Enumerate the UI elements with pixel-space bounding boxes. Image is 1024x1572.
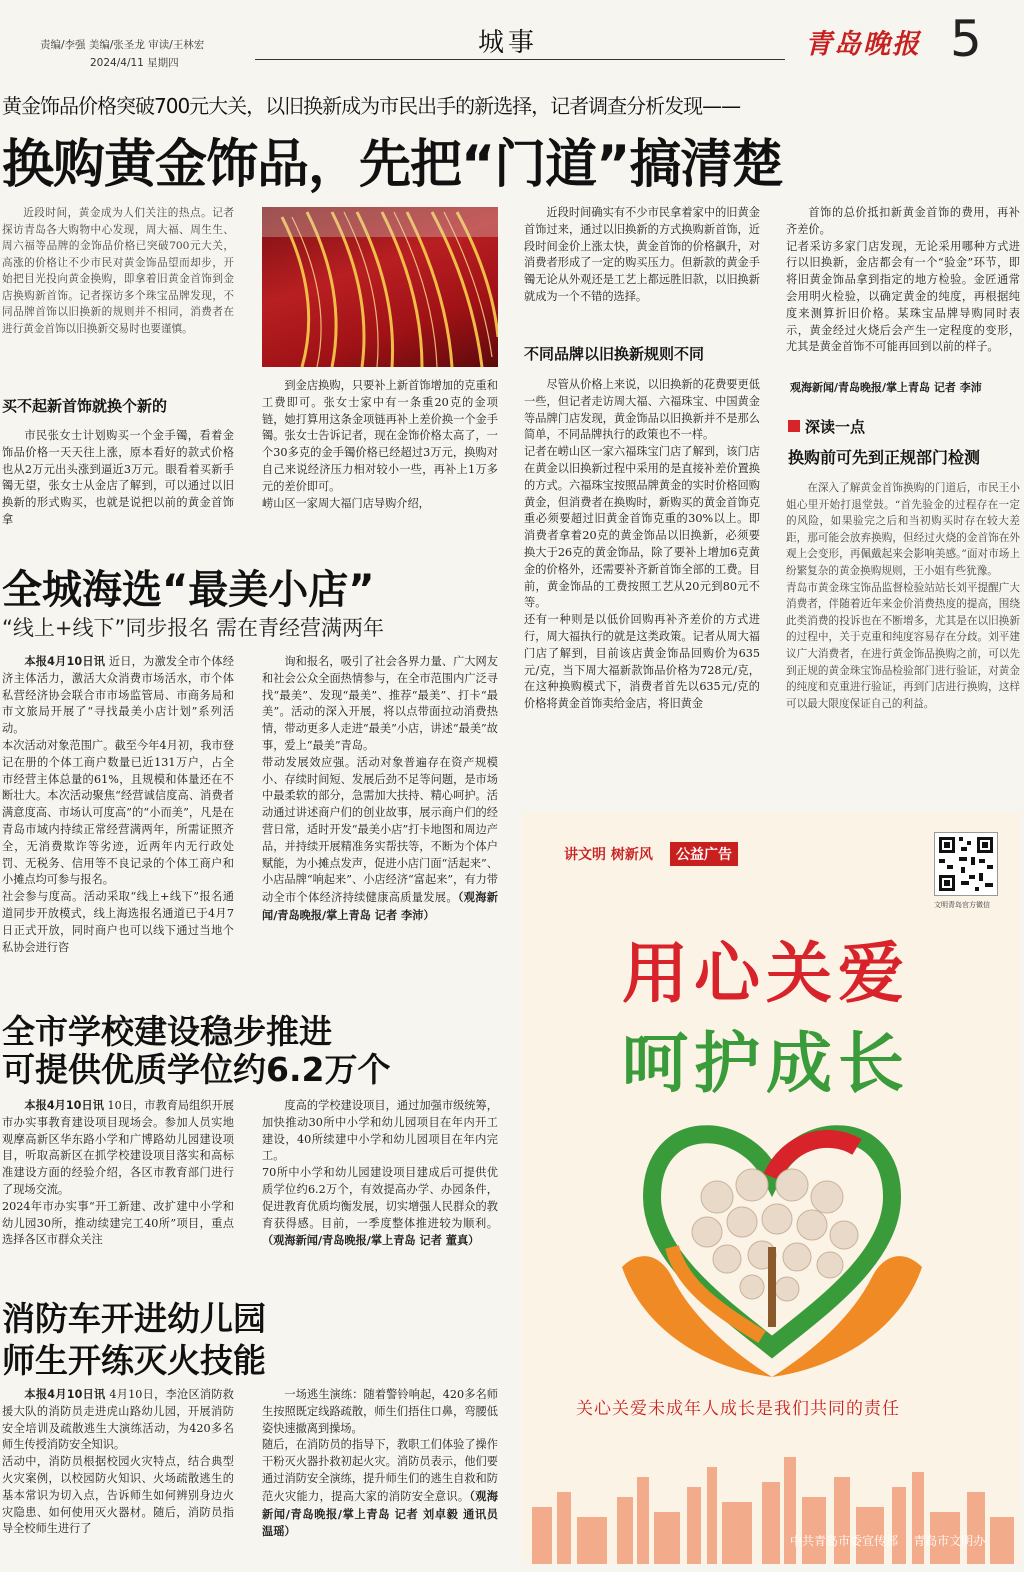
section-name: 城事 — [478, 28, 539, 58]
story3-col2: 度高的学校建设项目，通过加强市级统筹，加快推动30所中小学和幼儿园项目在年内开工建设，40所续建中小学和幼儿园项目在年内完工。 70所中小学和幼儿园建设项目建成后可提供优质学位约6.2万个，有效提高办学、办园条件，促进教育优质均衡发展，切实增强人民群众的教育获得感。目前，一季度整体推进较为顺利。（观海新闻/青岛晚报/掌上青岛 记者 董真） — [262, 1099, 498, 1248]
story4-headline-1: 消防车开进幼儿园 — [2, 1299, 266, 1338]
story2-subhead: “线上+线下”同步报名 需在青经营满两年 — [2, 616, 385, 640]
story2-col2: 询和报名，吸引了社会各界力量、广大网友和社会公众全面热情参与，在全市范围内广泛寻找“最美”、发现“最美”、推荐“最美”、打卡“最美”。活动的深入开展，将以点带面拉动消费热情，带动更多人走进“最美”小店，讲述“最美”故事，爱上“最美”青岛。 带动发展效应强。活动对象普遍存在资产规模小、存续时间短、发展后劲不足等问题，是市场中最柔软的部分，急需加大扶持、精心呵护。活动通过讲述商户们的创业故事，展示商户们的经营日常，适时开发“最美小店”打卡地图和周边产品，并持续开展精准务实帮扶等，不断为个体户赋能，为小摊点发声，促进小店门面“活起来”、小店品牌“响起来”、小店经济“富起来”，有力带动全市个体经济持续健康高质量发展。（观海新闻/青岛晚报/掌上青岛 记者 李沛） — [262, 655, 498, 922]
gold-jewelry-photo — [262, 207, 498, 367]
masthead-date: 2024/4/11 星期四 — [90, 57, 179, 69]
necklace-graphic — [262, 207, 498, 367]
story4-headline-2: 师生开练灭火技能 — [2, 1341, 266, 1380]
story2-dateline: 本报4月10日讯 — [24, 655, 106, 668]
heart-hands-illustration — [612, 1097, 932, 1387]
ad-slogan: 关心关爱未成年人成长是我们共同的责任 — [576, 1399, 900, 1419]
ad-title-line-2: 呵护成长 — [622, 1025, 910, 1102]
story3-dateline: 本报4月10日讯 — [24, 1099, 104, 1112]
story3-col1: 本报4月10日讯 10日，市教育局组织开展市办实事教育建设项目现场会。参加人员实地观摩高新区华东路小学和广博路幼儿园建设项目，听取高新区在抓学校建设项目落实和高标准建设方面的经验介绍，各区市教育部门进行了现场交流。 2024年市办实事“开工新建、改扩建中小学和幼儿园30所，推动续建完工40所”项目，重点选择各区市群众关注 — [2, 1099, 234, 1247]
ad-title-line-1: 用心关爱 — [622, 935, 910, 1012]
story1-col2: 到金店换购，只要补上新首饰增加的克重和工费即可。张女士家中有一条重20克的金项链，她打算用这条金项链再补上差价换一个金手镯。张女士告诉记者，现在金饰价格太高了，一个30多克的金手镯价格已经超过3万元，换购对自己来说经济压力相对较小一些，再补上1万多元的差价即可。 崂山区一家周大福门店导购介绍， — [262, 379, 498, 510]
deep-read-marker — [788, 420, 800, 432]
story1-subhead-2: 不同品牌以旧换新规则不同 — [524, 345, 705, 363]
story1-byline: 观海新闻/青岛晚报/掌上青岛 记者 李沛 — [790, 381, 982, 394]
story1-headline: 换购黄金饰品，先把“门道”搞清楚 — [2, 135, 783, 195]
page-number: 5 — [950, 10, 982, 68]
paper-logo: 青岛晚报 — [805, 29, 921, 60]
story4-byline: （观海新闻/青岛晚报/掌上青岛 记者 刘卓毅 通讯员 温瑶） — [262, 1488, 498, 1539]
story1-intro: 近段时间，黄金成为人们关注的热点。记者探访青岛各大购物中心发现，周大福、周生生、周六福等品牌的金饰品价格已突破700元大关，高涨的价格让不少市民对黄金饰品望而却步，开始把目光投向黄金换购，即拿着旧黄金首饰到金店换购新首饰。记者探访多个珠宝品牌发现，不同品牌首饰以旧换新的规则并不相同，消费者在进行黄金首饰以旧换新交易时也要谨慎。 — [2, 207, 234, 335]
story2-headline: 全城海选“最美小店” — [2, 567, 375, 613]
story2-byline: （观海新闻/青岛晚报/掌上青岛 记者 李沛） — [262, 890, 498, 922]
qr-caption: 文明青岛官方微信 — [934, 901, 990, 909]
story1-col4: 首饰的总价抵扣新黄金首饰的费用，再补齐差价。 记者采访多家门店发现，无论采用哪种方式进行以旧换新，金店都会有一个“验金”环节，即将旧黄金饰品拿到指定的地方检验。金匠通常会用明火检验，以确定黄金的纯度，再根据纯度来测算折旧价格。某珠宝品牌导购同时表示，黄金经过火烧后会产生一定程度的变形，尤其是黄金首饰不可能再回到以前的样子。 — [786, 206, 1020, 354]
section-rule — [255, 59, 785, 60]
story1-subhead-1: 买不起新首饰就换个新的 — [2, 397, 168, 415]
deep-read-title: 换购前可先到正规部门检测 — [788, 448, 981, 467]
qr-code — [934, 832, 998, 896]
story4-col2: 一场逃生演练：随着警铃响起，420多名师生按照既定线路疏散，师生们捂住口鼻，弯腰低姿快速撤离到操场。 随后，在消防员的指导下，教职工们体验了操作干粉灭火器扑救初起火灾。消防员表示，他们要通过消防安全演练，提升师生们的逃生自救和防范火灾能力，提高大家的消防安全意识。（观海新闻/青岛晚报/掌上青岛 记者 刘卓毅 通讯员 温瑶） — [262, 1388, 498, 1539]
qr-code-icon — [935, 833, 997, 895]
ad-tag-civility: 讲文明 树新风 — [564, 847, 653, 863]
story3-headline-1: 全市学校建设稳步推进 — [2, 1012, 332, 1051]
story4-dateline: 本报4月10日讯 — [24, 1388, 106, 1401]
story3-byline: （观海新闻/青岛晚报/掌上青岛 记者 董真） — [262, 1233, 480, 1248]
story3-headline-2: 可提供优质学位约6.2万个 — [2, 1050, 391, 1089]
story1-kicker: 黄金饰品价格突破700元大关，以旧换新成为市民出手的新选择，记者调查分析发现—— — [2, 94, 741, 118]
story4-col1: 本报4月10日讯 4月10日，李沧区消防救援大队的消防员走进虎山路幼儿园，开展消防安全培训及疏散逃生大演练活动，为420多名师生传授消防安全知识。 活动中，消防员根据校园火灾特点，结合典型火灾案例，以校园防火知识、火场疏散逃生的基本常识为切入点，告诉师生如何辨别身边火灾隐患、如何使用灭火器材。随后，消防员指导全校师生进行了 — [2, 1388, 234, 1536]
story1-col3b: 尽管从价格上来说，以旧换新的花费要更低一些，但记者走访周大福、六福珠宝、中国黄金等品牌门店发现，黄金饰品以旧换新并不是那么简单，不同品牌执行的政策也不一样。 记者在崂山区一家六福珠宝门店了解到，该门店在黄金以旧换新过程中采用的是直接补差价置换的方式。六福珠宝按照品牌黄金的实时价格回购黄金，但消费者在换购时，新购买的黄金首饰克重必须要超过旧黄金首饰克重的30%以上。即消费者拿着20克的黄金饰品以旧换新，必须要换大于26克的黄金饰品，除了要补上增加6克黄金的价格外，还需要补齐新首饰全部的工费。目前，黄金饰品的工费按照工艺从20元到80元不等。 还有一种则是以低价回购再补齐差价的方式进行，周大福执行的就是这类政策。记者从周大福门店了解到，目前该店黄金饰品回购价为635元/克，当下周大福新款饰品价格为728元/克，在这种换购模式下，消费者首先以635元/克的价格将黄金首饰卖给金店，将旧黄金 — [524, 378, 760, 711]
masthead-editors: 责编/李强 美编/张圣龙 审读/王林宏 — [40, 39, 205, 51]
ad-tag-psa: 公益广告 — [670, 842, 738, 866]
deep-read-body: 在深入了解黄金首饰换购的门道后，市民王小姐心里开始打退堂鼓。“首先验金的过程存在一定的风险，如果验完之后和当初购买时存在较大差距，那可能会放弃换购，但经过火烧的金首饰在外观上会变形，再佩戴起来会影响美感。”面对市场上纷繁复杂的黄金换购规则，王小姐有些犹豫。 青岛市黄金珠宝饰品监督检验站站长刘平提醒广大消费者，伴随着近年来金价消费热度的提高，围绕此类消费的投诉也在不断增多，尤其是在以旧换新的过程中，关于克重和纯度容易存在分歧。刘平建议广大消费者，在进行黄金饰品换购之前，可以先到正规的黄金珠宝饰品检验部门进行验证，对黄金的纯度和克重进行验证，再到门店进行换购，这样可以最大限度保证自己的利益。 — [786, 482, 1020, 710]
public-service-ad — [522, 812, 1020, 1564]
story1-col3a: 近段时间确实有不少市民拿着家中的旧黄金首饰过来，通过以旧换新的方式换购新首饰，近段时间金价上涨太快，黄金首饰的价格飙升，对消费者形成了一定的购买压力。但新款的黄金手镯无论从外观还是工艺上都远胜旧款，以旧换新就成为一个不错的选择。 — [524, 206, 760, 303]
deep-read-label: 深读一点 — [805, 418, 866, 436]
story2-col1: 本报4月10日讯 近日，为激发全市个体经济主体活力，激活大众消费市场活水，市个体私营经济协会联合市市场监管局、市商务局和市文旅局开展了“寻找最美小店计划”系列活动。 本次活动对象范围广。截至今年4月初，我市登记在册的个体工商户数量已近131万户，占全市经营主体总量的61%，且规模和体量还在不断壮大。本次活动聚焦“经营诚信度高、消费者满意度高、市场认可度高”的“小而美”，凡是在青岛市域内持续正常经营满两年，所需证照齐全，无消费欺诈等劣迹，近两年内无行政处罚、无税务、信用等不良记录的个体工商户和小摊点均可参与报名。 社会参与度高。活动采取“线上+线下”报名通道同步开放模式，线上海选报名通道已于4月7日正式开放，同时商户也可以线下通过当地个私协会进行咨 — [2, 655, 234, 954]
ad-sponsor: 中共青岛市委宣传部 青岛市文明办 — [790, 1534, 986, 1548]
story1-col1: 市民张女士计划购买一个金手镯，看着金饰品价格一天天往上涨，原本看好的款式价格也从2万元出头涨到逼近3万元。眼看着买新手镯无望，张女士从金店了解到，可以通过以旧换新的形式购买，也就是说把以前的黄金首饰拿 — [2, 429, 234, 526]
